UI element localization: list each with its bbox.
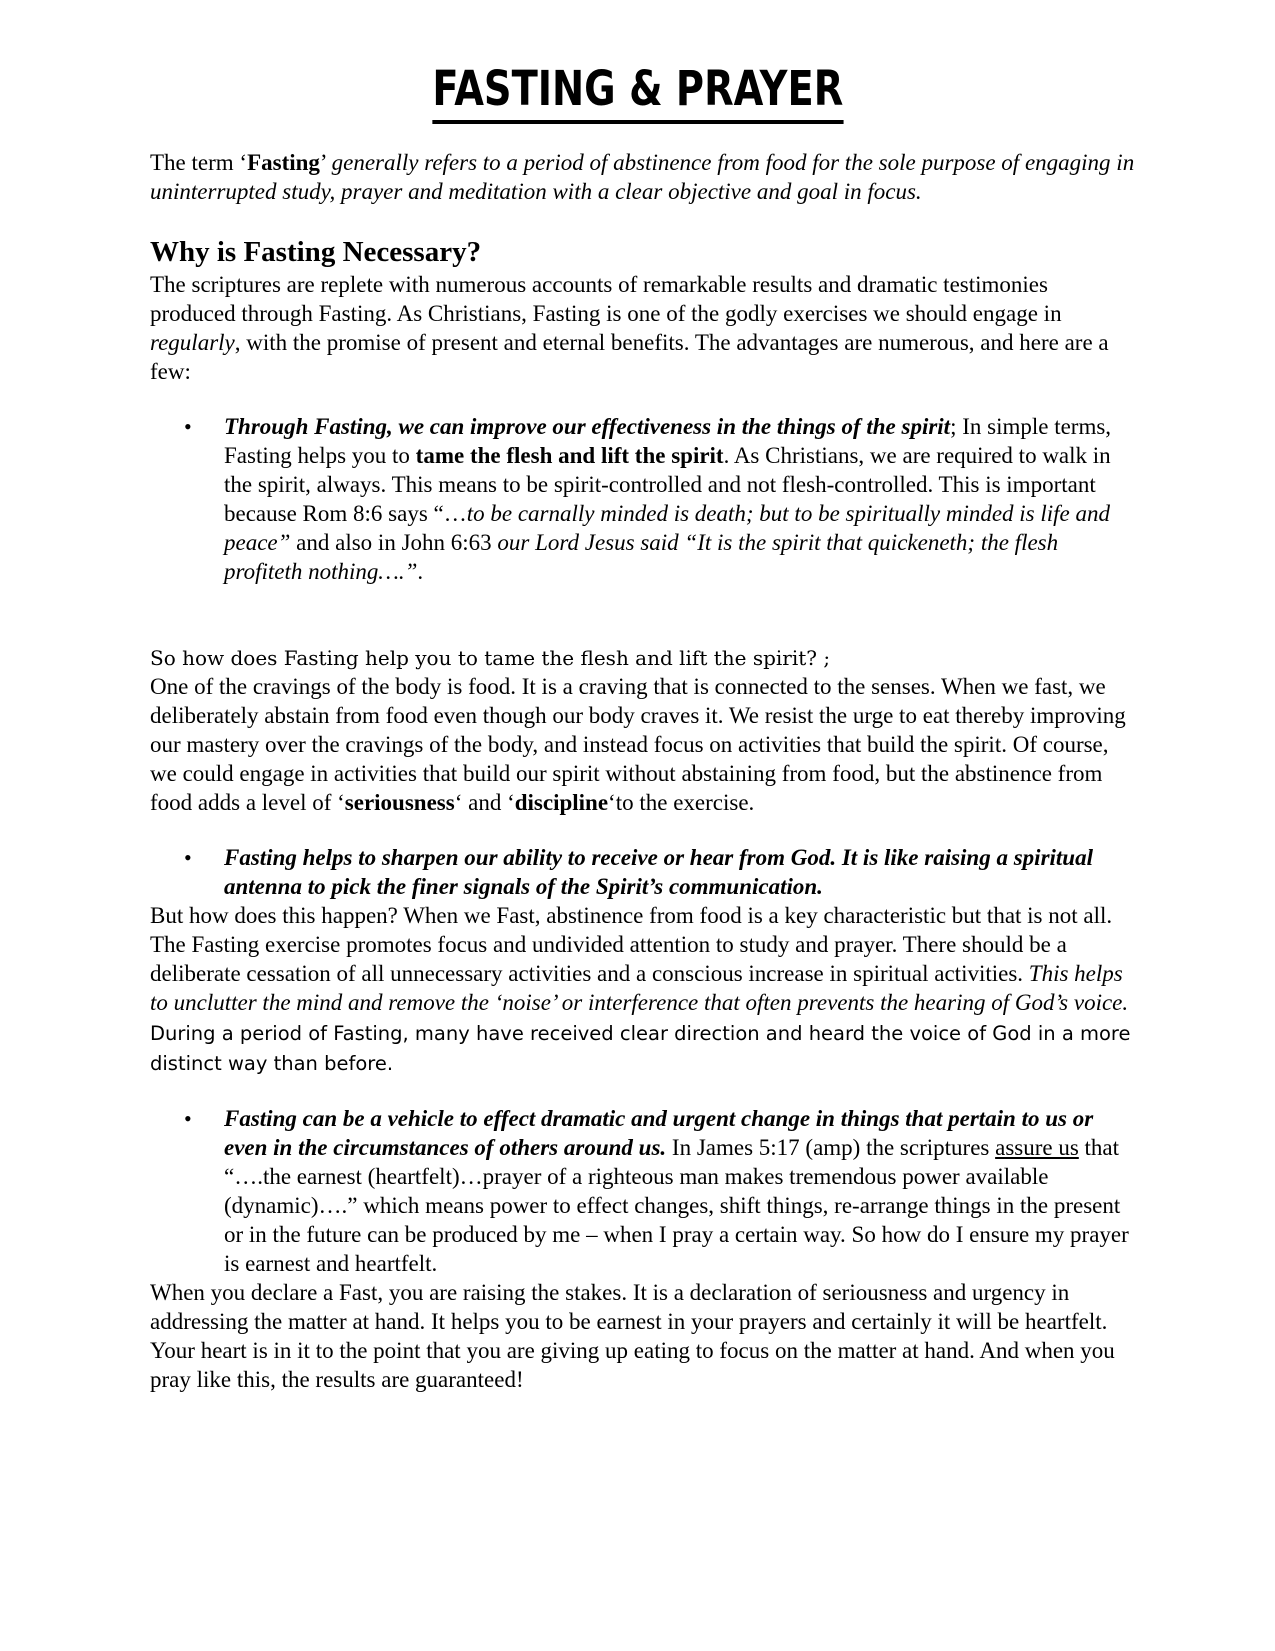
answer-text-mid: ‘ and ‘ <box>454 790 515 815</box>
bullet1-text-3: and also in John 6:63 <box>290 530 498 555</box>
bullet1-quote-1: to be carnally minded is death; but to be spiritually minded is life and peace” <box>224 501 1111 555</box>
bullet-list-2 <box>150 843 1135 901</box>
intro-definition: generally refers to a period of abstinence from food for the sole purpose of engaging in uninterrupted study, prayer and meditation with a clear objective and goal in focus. <box>150 150 1135 204</box>
answer-text-end: ‘to the exercise. <box>608 790 755 815</box>
section-heading: Why is Fasting Necessary? <box>150 236 482 268</box>
bullet3-lead: Fasting can be a vehicle to effect dramatic and urgent change in things that pertain to us or even in the circumstances of others around us. <box>224 1106 1094 1160</box>
bullet1-text-4: . <box>417 559 424 584</box>
section-paragraph <box>150 270 1135 386</box>
bullet2-text: Fasting helps to sharpen our ability to receive or hear from God. It is like raising a spiritual antenna to pick the finer signals of the Spirit’s communication. <box>224 845 1093 899</box>
bullet-item-1 <box>150 412 1135 586</box>
document-body <box>150 148 1135 1394</box>
intro-paragraph <box>150 148 1135 206</box>
how-text-a: But how does this happen? When we Fast, abstinence from food is a key characteristic but that is not all. The Fasting exercise promotes focus and undivided attention to study and prayer. There should be a deliberate cessation of all unnecessary activities and a conscious increase in spiritual activities. <box>150 903 1113 986</box>
bullet1-text-1: ; In simple terms, Fasting helps you to <box>224 414 1112 468</box>
answer-paragraph <box>150 672 1135 817</box>
bullet-list-1 <box>150 412 1135 586</box>
question-line: So how does Fasting help you to tame the flesh and lift the spirit? ; <box>150 646 831 670</box>
bullet3-underline: assure us <box>995 1135 1079 1160</box>
bullet-item-3 <box>150 1104 1135 1278</box>
section-text-b: , with the promise of present and eternal benefits. The advantages are numerous, and here are a few: <box>150 330 1109 384</box>
closing-paragraph: When you declare a Fast, you are raising the stakes. It is a declaration of seriousness and urgency in addressing the matter at hand. It helps you to be earnest in your prayers and certainly it will be heartfelt. Your heart is in it to the point that you are giving up eating to focus on the matter at hand. And when you pray like this, the results are guaranteed! <box>150 1280 1115 1392</box>
intro-prefix: The term ‘ <box>150 150 248 175</box>
bullet3-text-2: that “….the earnest (heartfelt)…prayer of a righteous man makes tremendous power available (dynamic)….” which means power to effect changes, shift things, re-arrange things in the present or in the future can be produced by me – when I pray a certain way. So how do I ensure my prayer is earnest and heartfelt. <box>224 1135 1129 1276</box>
section-text-italic: regularly <box>150 330 235 355</box>
bullet1-text-2: . As Christians, we are required to walk in the spirit, always. This means to be spirit-controlled and not flesh-controlled. This is important because Rom 8:6 says “… <box>224 443 1111 526</box>
answer-text-a: One of the cravings of the body is food. It is a craving that is connected to the senses. When we fast, we deliberately abstain from food even though our body craves it. We resist the urge to eat thereby improving our mastery over the cravings of the body, and instead focus on activities that build the spirit. Of course, we could engage in activities that build our spirit without abstaining from food, but the abstinence from food adds a level of ‘ <box>150 674 1126 815</box>
section-text-a: The scriptures are replete with numerous accounts of remarkable results and dramatic testimonies produced through Fasting. As Christians, Fasting is one of the godly exercises we should engage in <box>150 272 1062 326</box>
page-title: FASTING & PRAYER <box>432 58 843 124</box>
bullet-list-3 <box>150 1104 1135 1278</box>
answer-bold-discipline: discipline <box>514 790 609 815</box>
bullet-item-2 <box>150 843 1135 901</box>
how-text-italic: This helps to unclutter the mind and remove the ‘noise’ or interference that often prevents the hearing of God’s voice. <box>150 961 1129 1015</box>
title-wrap <box>0 58 1275 124</box>
how-paragraph <box>150 901 1135 1078</box>
bullet3-text-1: In James 5:17 (amp) the scriptures <box>666 1135 996 1160</box>
bullet1-bold: tame the flesh and lift the spirit <box>415 443 724 468</box>
intro-term: Fasting <box>247 150 320 175</box>
answer-bold-seriousness: seriousness <box>344 790 455 815</box>
intro-after-term: ’ <box>319 150 332 175</box>
bullet1-quote-2: our Lord Jesus said “It is the spirit that quickeneth; the flesh profiteth nothing….” <box>224 530 1059 584</box>
how-text-b: During a period of Fasting, many have received clear direction and heard the voice of God in a more distinct way than before. <box>150 1022 1131 1075</box>
bullet1-lead: Through Fasting, we can improve our effectiveness in the things of the spirit <box>224 414 951 439</box>
